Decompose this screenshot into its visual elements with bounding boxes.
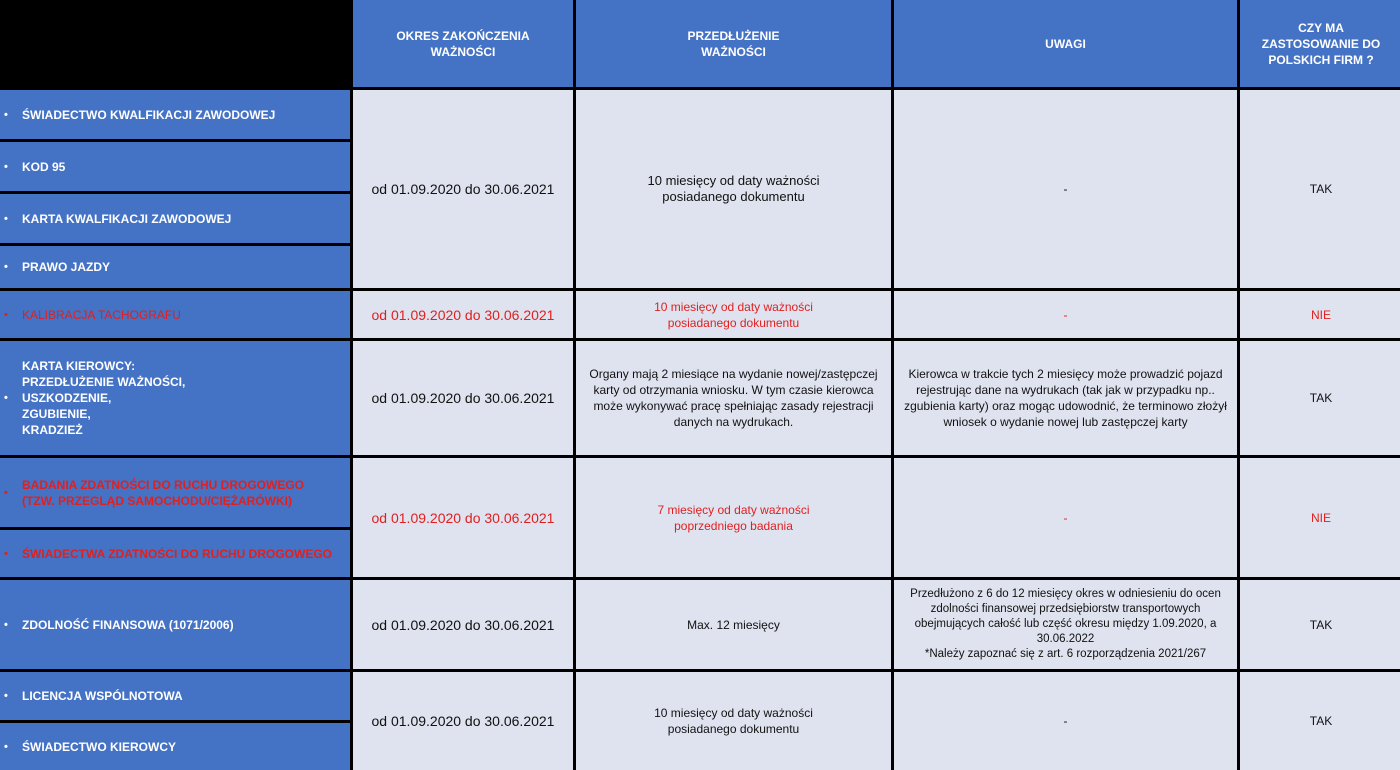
notes-cell: - <box>894 458 1237 577</box>
doc-label-badania-zdatnosci <box>0 458 350 527</box>
applies-cell: TAK <box>1240 580 1400 669</box>
bullet: • <box>4 261 8 273</box>
period-cell: od 01.09.2020 do 30.06.2021 <box>353 341 573 455</box>
header-notes: UWAGI <box>894 0 1237 87</box>
doc-label-text: KALIBRACJA TACHOGRAFU <box>22 307 181 322</box>
header-period: OKRES ZAKOŃCZENIA WAŻNOŚCI <box>353 0 573 87</box>
header-extension: PRZEDŁUŻENIE WAŻNOŚCI <box>576 0 891 87</box>
period-cell: od 01.09.2020 do 30.06.2021 <box>353 291 573 338</box>
doc-label-text: ŚWIADECTWO KIEROWCY <box>22 739 176 754</box>
doc-label-karta-kierowcy <box>0 341 350 455</box>
period-cell: od 01.09.2020 do 30.06.2021 <box>353 672 573 770</box>
doc-label-karta-kwalifikacji <box>0 194 350 243</box>
extension-cell: Max. 12 miesięcy <box>576 580 891 669</box>
doc-label-text: ŚWIADECTWA ZDATNOŚCI DO RUCHU DROGOWEGO <box>22 546 332 561</box>
extension-cell: 10 miesięcy od daty ważności posiadanego dokumentu <box>576 90 891 288</box>
bullet: • <box>4 212 8 225</box>
doc-label-text: KARTA KIEROWCY: PRZEDŁUŻENIE WAŻNOŚCI, USZKODZENIE, ZGUBIENIE, KRADZIEŻ <box>22 359 186 437</box>
doc-label-kod-95 <box>0 142 350 191</box>
notes-cell: Przedłużono z 6 do 12 miesięcy okres w odniesieniu do ocen zdolności finansowej przedsiębiorstw transportowych obejmujących całość lub część okresu między 1.09.2020, a 30.06.2022 *Należy zapoznać się z art. 6 rozporządzenia 2021/267 <box>894 580 1237 669</box>
extension-cell: 7 miesięcy od daty ważności poprzedniego badania <box>576 458 891 577</box>
period-cell: od 01.09.2020 do 30.06.2021 <box>353 458 573 577</box>
bullet: • <box>4 740 8 753</box>
header-applies: CZY MA ZASTOSOWANIE DO POLSKICH FIRM ? <box>1240 0 1400 87</box>
bullet: • <box>4 547 8 560</box>
bullet: • <box>4 690 8 702</box>
applies-cell: TAK <box>1240 341 1400 455</box>
period-cell: od 01.09.2020 do 30.06.2021 <box>353 90 573 288</box>
doc-label-licencja-wspolnotowa <box>0 672 350 720</box>
period-cell: od 01.09.2020 do 30.06.2021 <box>353 580 573 669</box>
extension-cell: Organy mają 2 miesiące na wydanie nowej/zastępczej karty od otrzymania wniosku. W tym czasie kierowca może wykonywać pracę spełniając zasady rejestracji danych na wydrukach. <box>576 341 891 455</box>
bullet: • <box>4 160 8 173</box>
doc-label-kalibracja-tachografu <box>0 291 350 338</box>
doc-label-text: PRAWO JAZDY <box>22 260 111 274</box>
doc-label-swiadectwo-kierowcy <box>0 723 350 770</box>
applies-cell: NIE <box>1240 458 1400 577</box>
doc-label-text: KOD 95 <box>22 159 66 174</box>
notes-cell: - <box>894 672 1237 770</box>
doc-label-text: ZDOLNOŚĆ FINANSOWA (1071/2006) <box>22 617 234 632</box>
applies-cell: NIE <box>1240 291 1400 338</box>
doc-label-swiadectwo-kwalifikacji <box>0 90 350 139</box>
bullet: • <box>4 108 8 121</box>
bullet: • <box>4 486 8 499</box>
doc-label-text: KARTA KWALFIKACJI ZAWODOWEJ <box>22 211 232 226</box>
bullet: • <box>4 308 8 321</box>
notes-cell: Kierowca w trakcie tych 2 miesięcy może prowadzić pojazd rejestrując dane na wydrukach (tak jak w przypadku np.. zgubienia karty) oraz mogąc udowodnić, że terminowo złożył wniosek o wydanie nowej lub zastępczej karty <box>894 341 1237 455</box>
doc-label-prawo-jazdy <box>0 246 350 288</box>
notes-cell: - <box>894 90 1237 288</box>
applies-cell: TAK <box>1240 90 1400 288</box>
extension-cell: 10 miesięcy od daty ważności posiadanego dokumentu <box>576 672 891 770</box>
doc-label-zdolnosc-finansowa <box>0 580 350 669</box>
doc-label-swiadectwa-zdatnosci <box>0 530 350 577</box>
bullet: • <box>4 392 8 404</box>
doc-label-text: BADANIA ZDATNOŚCI DO RUCHU DROGOWEGO (TZW. PRZEGLĄD SAMOCHODU/CIĘŻARÓWKI) <box>22 477 304 508</box>
doc-label-text: ŚWIADECTWO KWALFIKACJI ZAWODOWEJ <box>22 107 276 122</box>
extension-cell: 10 miesięcy od daty ważności posiadanego dokumentu <box>576 291 891 338</box>
header-corner <box>0 0 350 87</box>
notes-cell: - <box>894 291 1237 338</box>
bullet: • <box>4 618 8 631</box>
doc-label-text: LICENCJA WSPÓLNOTOWA <box>22 689 183 703</box>
applies-cell: TAK <box>1240 672 1400 770</box>
